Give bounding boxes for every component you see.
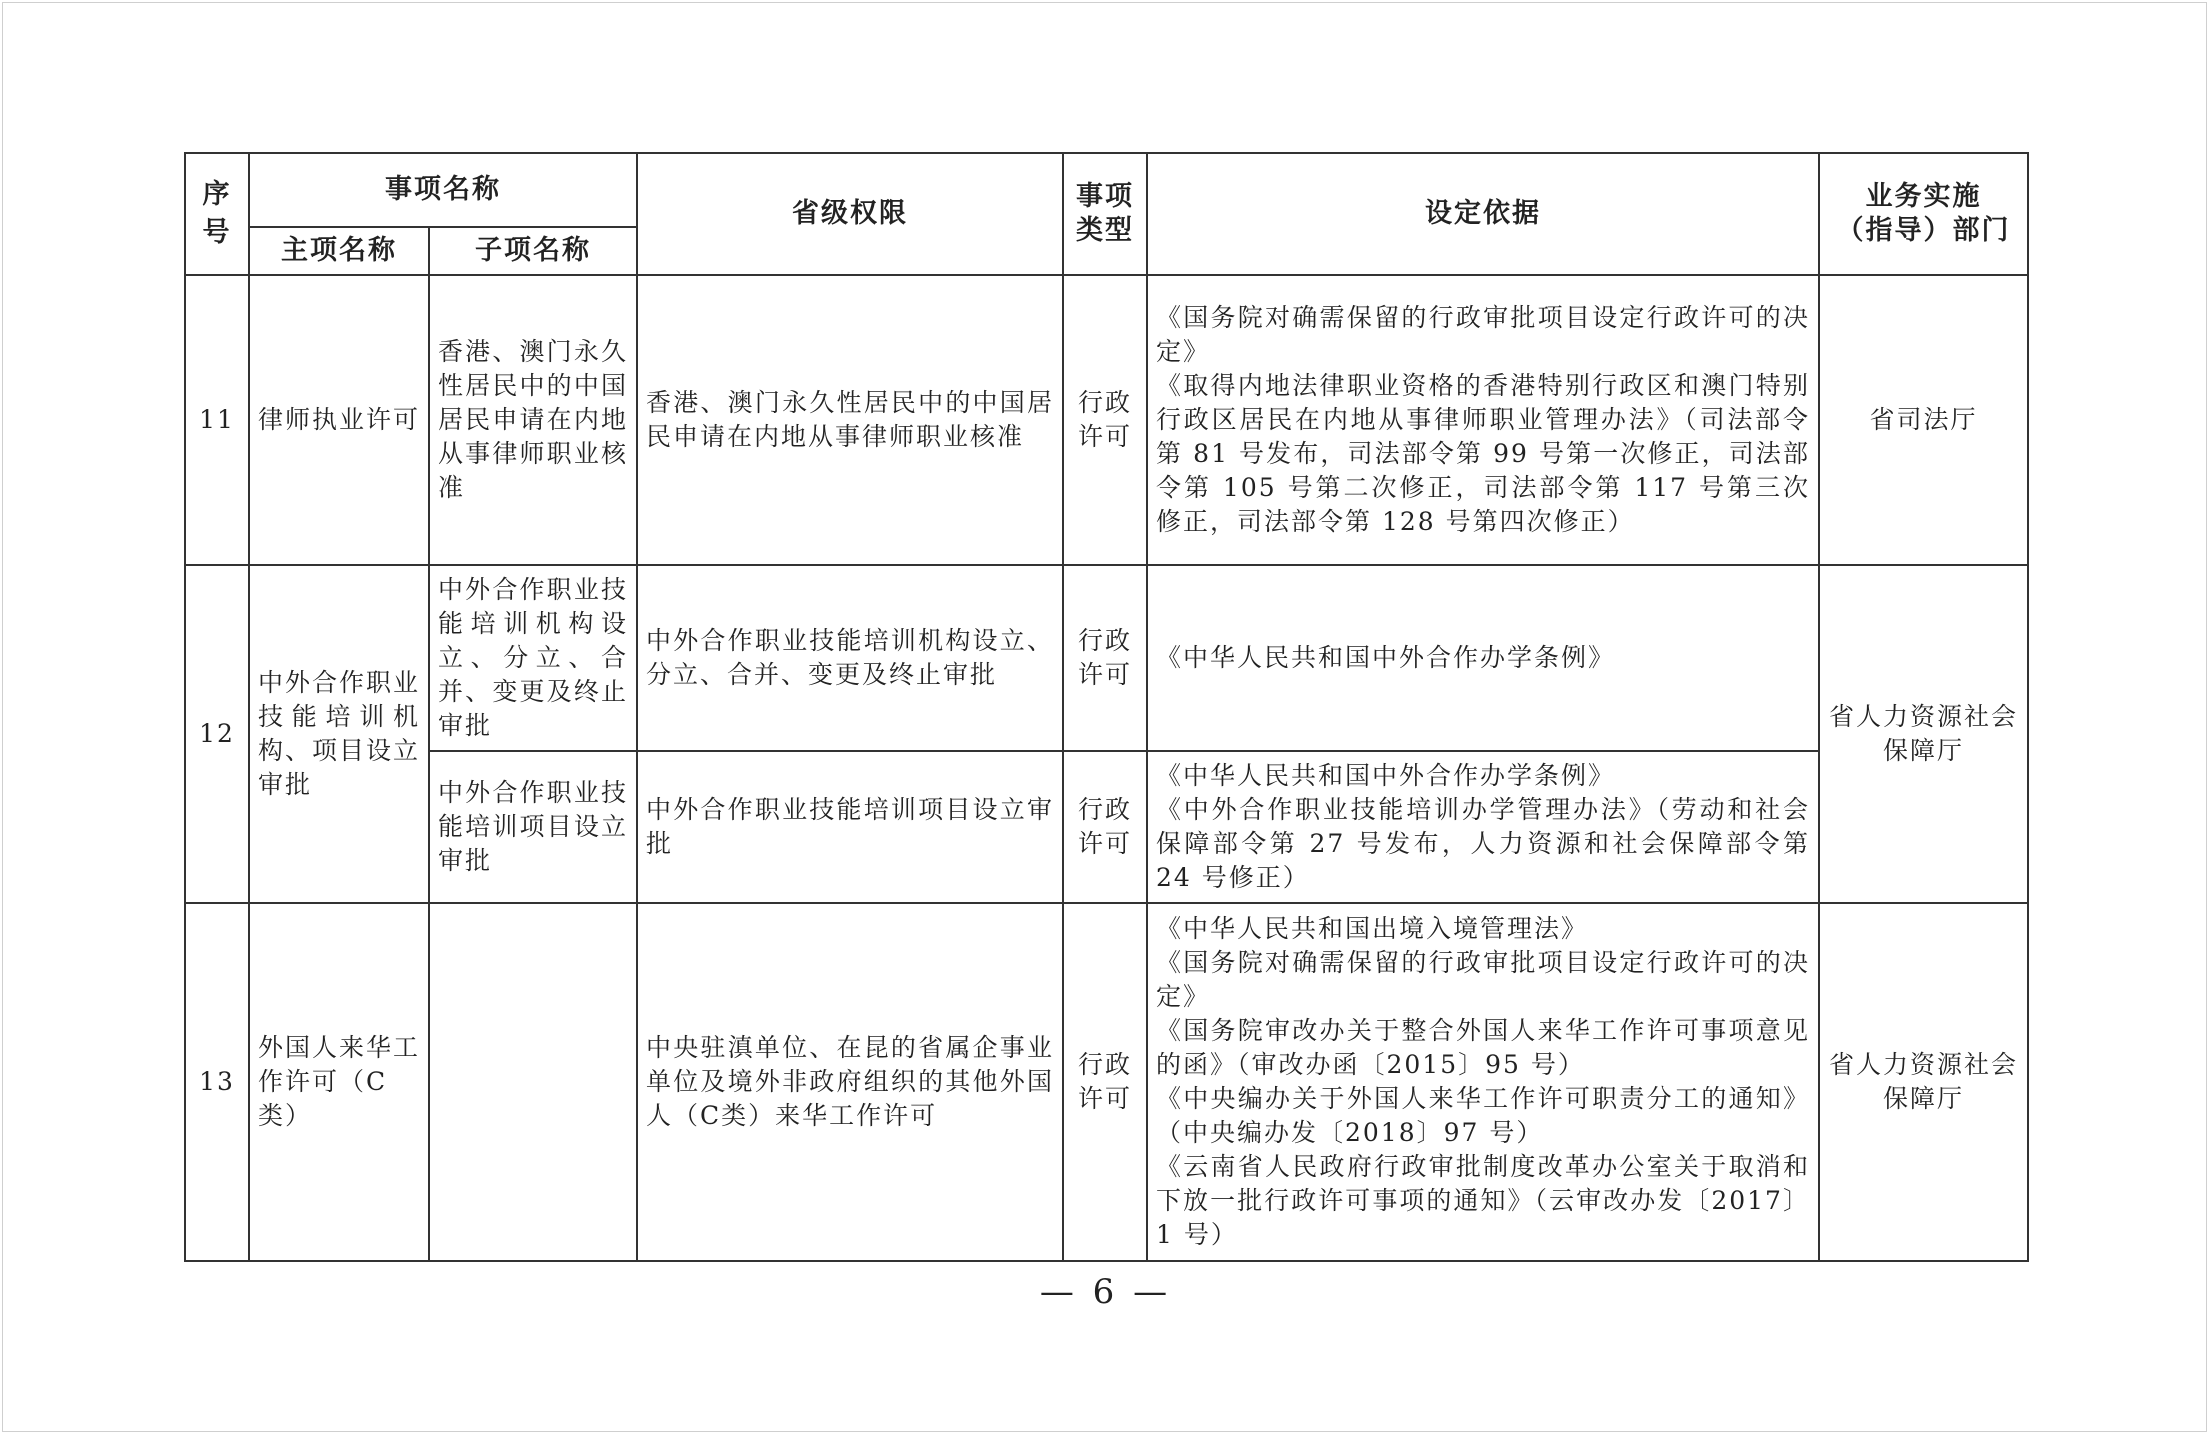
row-seq: 13: [185, 903, 249, 1261]
basis-entry: 《中央编办关于外国人来华工作许可职责分工的通知》（中央编办发〔2018〕97 号）: [1156, 1084, 1810, 1147]
row-seq: 12: [185, 565, 249, 903]
row-main-name: 律师执业许可: [249, 275, 429, 565]
header-authority: 省级权限: [637, 153, 1063, 275]
header-main-name: 主项名称: [249, 227, 429, 275]
row-seq: 11: [185, 275, 249, 565]
row-main-name: 外国人来华工作许可（C类）: [249, 903, 429, 1261]
row-basis: [1147, 903, 1819, 1261]
basis-entry: 《取得内地法律职业资格的香港特别行政区和澳门特别行政区居民在内地从事律师职业管理办法》（司法部令第 81 号发布，司法部令第 99 号第一次修正，司法部令第 105 号第二次修正，司法部令第 117 号第三次修正，司法部令第 128 号第四次修正）: [1156, 371, 1810, 536]
row-basis: [1147, 275, 1819, 565]
page-number: — 6 —: [1039, 1272, 1172, 1312]
row-authority: 中央驻滇单位、在昆的省属企事业单位及境外非政府组织的其他外国人（C类）来华工作许可: [637, 903, 1063, 1261]
header-dept: [1819, 153, 2028, 275]
row-dept: 省司法厅: [1819, 275, 2028, 565]
basis-entry: 《国务院审改办关于整合外国人来华工作许可事项意见的函》（审改办函〔2015〕95 号）: [1156, 1016, 1810, 1079]
row-sub-name: 香港、澳门永久性居民中的中国居民申请在内地从事律师职业核准: [429, 275, 637, 565]
row-sub-name: 中外合作职业技能培训机构设立、分立、合并、变更及终止审批: [429, 565, 637, 751]
table-row: [185, 565, 2028, 751]
table-row: [185, 903, 2028, 1261]
row-authority: 中外合作职业技能培训项目设立审批: [637, 751, 1063, 903]
basis-entry: 《云南省人民政府行政审批制度改革办公室关于取消和下放一批行政许可事项的通知》（云审改办发〔2017〕1 号）: [1156, 1152, 1810, 1249]
basis-entry: 《中华人民共和国出境入境管理法》: [1156, 914, 1589, 943]
row-basis: [1147, 565, 1819, 751]
basis-entry: 《国务院对确需保留的行政审批项目设定行政许可的决定》: [1156, 948, 1810, 1011]
admin-approval-table: [184, 152, 2029, 1262]
header-item-name: 事项名称: [249, 153, 637, 227]
row-basis: [1147, 751, 1819, 903]
row-main-name: 中外合作职业技能培训机构、项目设立审批: [249, 565, 429, 903]
header-row-1: [185, 153, 2028, 227]
header-dept-line-2: （指导）部门: [1836, 215, 2011, 246]
header-type-line-2: 类型: [1076, 215, 1134, 246]
header-sub-name: 子项名称: [429, 227, 637, 275]
header-seq: [185, 153, 249, 275]
header-type-line-1: 事项: [1076, 181, 1134, 212]
basis-entry: 《中外合作职业技能培训办学管理办法》（劳动和社会保障部令第 27 号发布，人力资源和社会保障部令第 24 号修正）: [1156, 795, 1810, 892]
header-type: [1063, 153, 1147, 275]
header-seq-label: 序号: [202, 179, 232, 248]
header-dept-line-1: 业务实施: [1865, 181, 1982, 212]
header-basis: 设定依据: [1147, 153, 1819, 275]
basis-entry: 《中华人民共和国中外合作办学条例》: [1156, 761, 1616, 790]
row-type: 行政许可: [1063, 903, 1147, 1261]
row-type: 行政许可: [1063, 565, 1147, 751]
basis-entry: 《中华人民共和国中外合作办学条例》: [1156, 643, 1616, 672]
basis-entry: 《国务院对确需保留的行政审批项目设定行政许可的决定》: [1156, 303, 1810, 366]
row-sub-name: 中外合作职业技能培训项目设立审批: [429, 751, 637, 903]
table-row: [185, 751, 2028, 903]
row-authority: 中外合作职业技能培训机构设立、分立、合并、变更及终止审批: [637, 565, 1063, 751]
row-type: 行政许可: [1063, 275, 1147, 565]
row-type: 行政许可: [1063, 751, 1147, 903]
table-row: [185, 275, 2028, 565]
row-dept: 省人力资源社会保障厅: [1819, 565, 2028, 903]
row-sub-name: [429, 903, 637, 1261]
row-authority: 香港、澳门永久性居民中的中国居民申请在内地从事律师职业核准: [637, 275, 1063, 565]
row-dept: 省人力资源社会保障厅: [1819, 903, 2028, 1261]
